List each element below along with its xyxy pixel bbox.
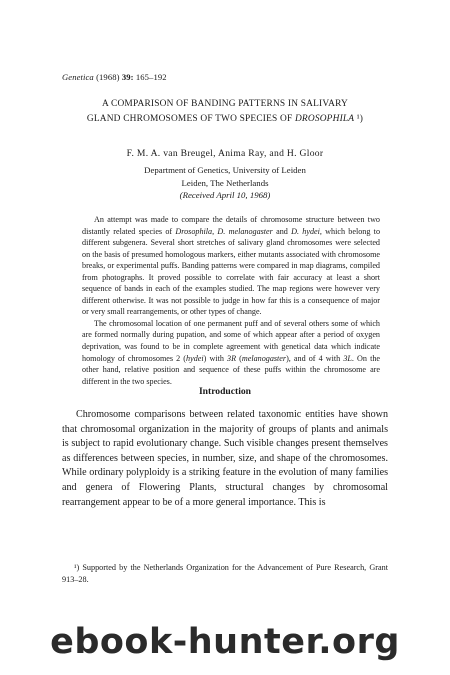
abstract-paragraph-1: [82, 214, 380, 318]
received-date: (Received April 10, 1968): [179, 190, 271, 200]
abstract-text: An attempt was made to compare the details of chromosome structure between two distantly related species of: [82, 215, 380, 236]
journal-volume: 39:: [121, 72, 134, 82]
species-name: hydei: [186, 353, 204, 363]
abstract-text: ) with: [203, 353, 227, 363]
species-name: D. hydei: [291, 226, 320, 236]
journal-year: (1968): [96, 72, 120, 82]
abstract: [82, 214, 380, 387]
abstract-text: , which belong to different subgenera. Several short stretches of salivary gland chromosomes were selected on the basis of presumed homologous markers, either mutants associated with chromosome breaks, or experimental puffs. Banding patterns were compared in map diagrams, compiled from photographs. It proved possible to correlate with fair accuracy at least a short sequence of bands in each of the examples studied. The map regions were however very different otherwise. It was not possible to judge in how far this is a consequence of major or very small rearrangements, or other types of change.: [82, 226, 381, 317]
section-heading: Introduction: [198, 386, 252, 397]
genus-name: Drosophila: [175, 226, 213, 236]
title-line-2-main: GLAND CHROMOSOMES OF TWO SPECIES OF: [86, 114, 293, 124]
footnote-text: ¹) Supported by the Netherlands Organization for the Advancement of Pure Research, Grant 913–28.: [62, 563, 388, 584]
watermark: ebook-hunter.org: [50, 622, 400, 662]
journal-citation: [62, 72, 167, 82]
affiliation-department: Department of Genetics, University of Leiden: [144, 165, 306, 175]
journal-pages: 165–192: [135, 72, 167, 82]
species-name: D. melanogaster: [217, 226, 273, 236]
footnote: [62, 562, 388, 585]
chromosome-arm: 3L: [343, 353, 352, 363]
abstract-text: and: [272, 226, 292, 236]
abstract-text: (: [236, 353, 242, 363]
title-footnote-marker: ¹): [354, 114, 364, 124]
chromosome-arm: 3R: [227, 353, 237, 363]
title-line-1: A COMPARISON OF BANDING PATTERNS IN SALIVARY: [102, 99, 348, 109]
introduction-paragraph: Chromosome comparisons between related taxonomic entities have shown that chromosomal organization in the majority of groups of plants and animals is subject to rapid evolutionary change. Such visible changes present themselves as differences between species, in number, size, and shape of the chromosomes. While ordinary polyploidy is a striking feature in the evolution of many families and genera of Flowering Plants, structural changes by chromosomal rearrangement appear to be of a more general importance. This is: [62, 409, 388, 508]
abstract-text: ,: [212, 226, 218, 236]
species-name: melanogaster: [241, 353, 287, 363]
author-list: F. M. A. van Breugel, Anima Ray, and H. Gloor: [126, 148, 324, 159]
affiliation-city: Leiden, The Netherlands: [181, 177, 269, 188]
title-line-2: [60, 112, 390, 127]
abstract-text: ), and of 4 with: [286, 353, 344, 363]
affiliation-block: [60, 164, 390, 202]
introduction-body: [62, 408, 388, 510]
abstract-text: The chromosomal location of one permanent puff and of several others some of which are formed normally during pupation, and some of which appear after a period of oxygen deprivation, was found to be in complete agreement with genetical data which indicate homology of chromosomes 2 (: [82, 318, 380, 363]
abstract-paragraph-2: [82, 318, 380, 387]
paper-title: [60, 97, 390, 127]
title-species: DROSOPHILA: [294, 114, 355, 124]
abstract-text: . On the other hand, relative position and sequence of these puffs within the chromosome are different in the two species.: [82, 353, 381, 386]
journal-name: Genetica: [62, 72, 94, 82]
